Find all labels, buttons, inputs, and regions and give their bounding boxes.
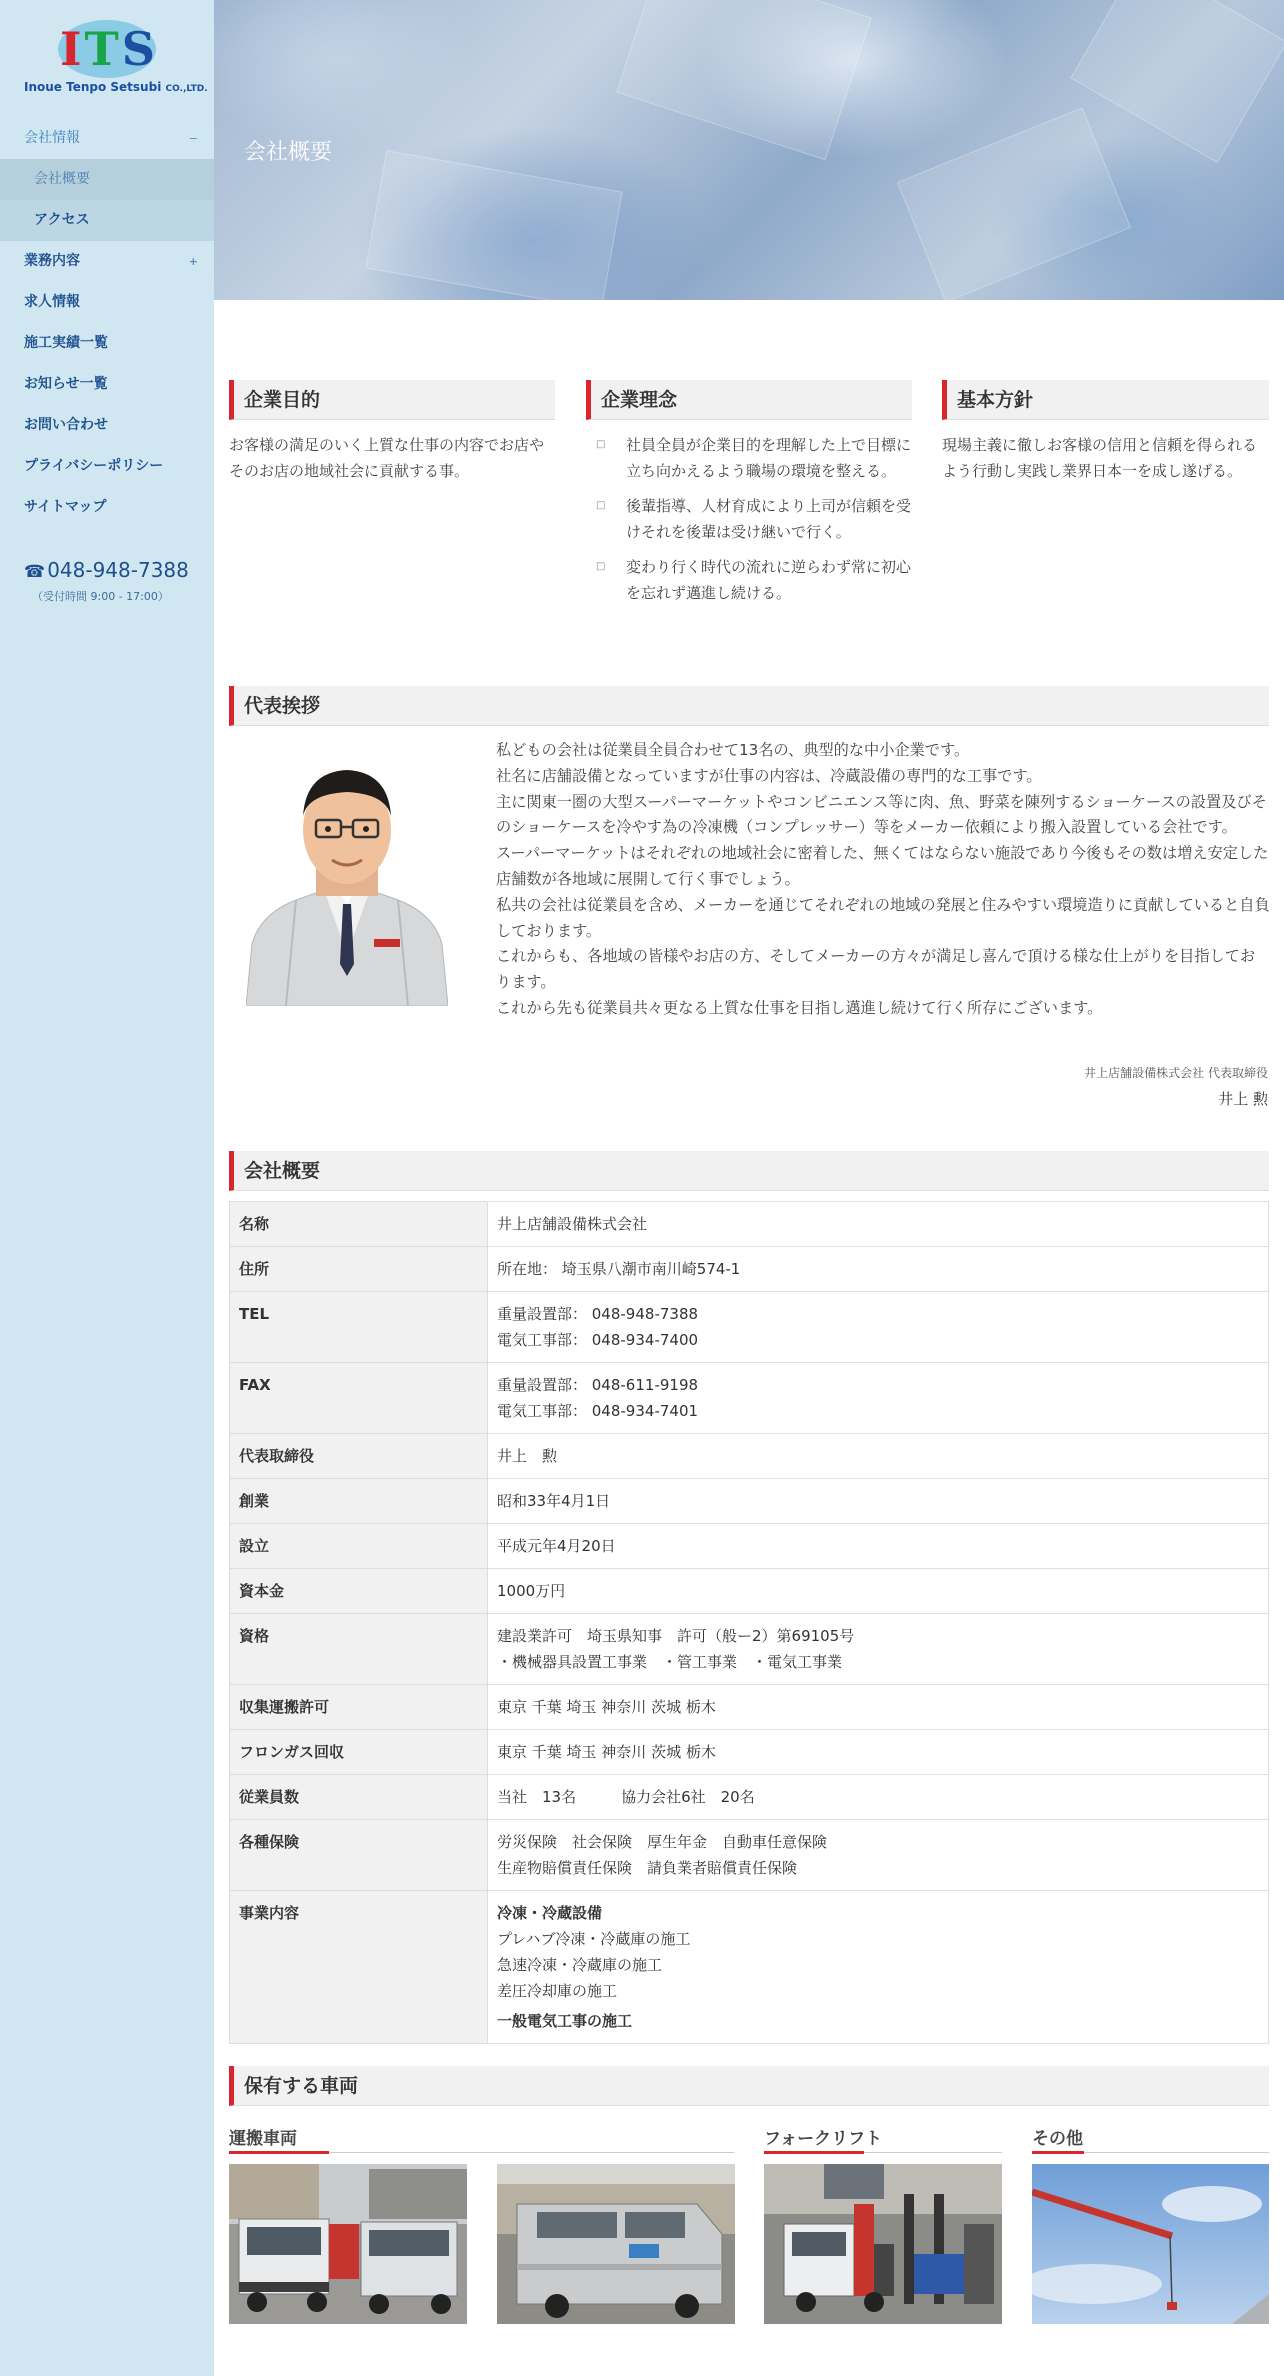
sidebar-item-label: 会社情報 <box>24 130 80 146</box>
row-label: 代表取締役 <box>230 1434 488 1479</box>
value-line: 昭和33年4月1日 <box>497 1492 611 1510</box>
vehicle-photo-van[interactable] <box>497 2164 735 2324</box>
philosophy-list <box>586 432 914 615</box>
philosophy-heading: 企業理念 <box>586 380 912 420</box>
greeting-paragraph: 社名に店舗設備となっていますが仕事の内容は、冷蔵設備の専門的な工事です。 <box>496 766 1042 785</box>
value-line: 差圧冷却庫の施工 <box>497 1982 618 2000</box>
sidebar-phone-link[interactable] <box>24 558 189 582</box>
ice-facet <box>1070 0 1284 163</box>
policy-text: 現場主義に徹しお客様の信用と信頼を得られるよう行動し実践し業界日本一を成し遂げる。 <box>942 436 1258 480</box>
row-value <box>488 1479 1269 1524</box>
logo-suffix: CO.,LTD. <box>165 84 208 94</box>
value-line: 東京 千葉 埼玉 神奈川 茨城 栃木 <box>497 1743 716 1761</box>
row-value <box>488 1247 1269 1292</box>
row-value <box>488 1434 1269 1479</box>
signature-title: 井上店舗設備株式会社 代表取締役 <box>1084 1066 1268 1080</box>
row-label: TEL <box>230 1292 488 1363</box>
company-info-table <box>229 1201 1269 2044</box>
business-heading: 一般電気工事の施工 <box>497 2012 633 2030</box>
list-item <box>586 493 914 545</box>
greeting-paragraph: スーパーマーケットはそれぞれの地域社会に密着した、無くてはならない施設であり今後もその数は増え安定した店舗数が各地域に展開して行く事でしょう。 <box>496 844 1269 888</box>
table-row <box>230 1479 1269 1524</box>
table-row <box>230 1524 1269 1569</box>
list-item-text: 変わり行く時代の流れに逆らわず常に初心を忘れず邁進し続ける。 <box>626 558 912 602</box>
row-label: FAX <box>230 1363 488 1434</box>
table-row <box>230 1202 1269 1247</box>
value-line: 電気工事部： 048-934-7400 <box>497 1331 699 1349</box>
purpose-text: お客様の満足のいく上質な仕事の内容でお店やそのお店の地域社会に貢献する事。 <box>229 436 545 480</box>
value-line: 重量設置部： 048-948-7388 <box>497 1305 699 1323</box>
table-row <box>230 1292 1269 1363</box>
sidebar-nav <box>0 118 214 528</box>
ice-facet <box>616 0 872 160</box>
sidebar-item-works[interactable] <box>0 323 214 364</box>
row-label: 創業 <box>230 1479 488 1524</box>
company-overview-heading: 会社概要 <box>229 1151 1269 1191</box>
phone-icon: ☎ <box>24 562 46 582</box>
sidebar-item-label: お問い合わせ <box>24 417 108 433</box>
row-label: 名称 <box>230 1202 488 1247</box>
value-line: プレハブ冷凍・冷蔵庫の施工 <box>497 1930 691 1948</box>
value-line: 生産物賠償責任保険 請負業者賠償責任保険 <box>497 1859 798 1877</box>
row-value <box>488 1730 1269 1775</box>
vehicle-photo-forklift[interactable] <box>764 2164 1002 2324</box>
value-line: 平成元年4月20日 <box>497 1537 616 1555</box>
category-underline <box>764 2151 1002 2154</box>
trucks-image <box>229 2164 467 2324</box>
list-item-text: 後輩指導、人材育成により上司が信頼を受けそれを後輩は受け継いで行く。 <box>626 497 912 541</box>
ceo-portrait <box>246 754 448 1006</box>
value-line: 急速冷凍・冷蔵庫の施工 <box>497 1956 663 1974</box>
sidebar-item-company-info[interactable] <box>0 118 214 159</box>
greeting-heading: 代表挨拶 <box>229 686 1269 726</box>
greeting-paragraph: 私共の会社は従業員を含め、メーカーを通じてそれぞれの地域の発展と住みやすい環境造りに貢献していると自負しております。 <box>496 895 1270 940</box>
sidebar-item-sitemap[interactable] <box>0 487 214 528</box>
value-line: 当社 13名 協力会社6社 20名 <box>497 1788 755 1806</box>
table-row <box>230 1614 1269 1685</box>
sidebar-item-label: アクセス <box>34 212 90 228</box>
sidebar-item-label: お知らせ一覧 <box>24 376 108 392</box>
category-underline <box>1032 2151 1269 2154</box>
category-underline <box>229 2151 734 2154</box>
van-image <box>497 2164 735 2324</box>
value-line: 電気工事部： 048-934-7401 <box>497 1402 699 1420</box>
ceo-photo <box>246 754 448 1006</box>
row-value <box>488 1292 1269 1363</box>
crane-image <box>1032 2164 1269 2324</box>
expand-icon[interactable]: + <box>188 255 198 268</box>
value-line: 井上店舗設備株式会社 <box>497 1215 648 1233</box>
forklift-image <box>764 2164 1002 2324</box>
signature-name: 井上 勲 <box>1218 1090 1268 1108</box>
greeting-paragraph: これから先も従業員共々更なる上質な仕事を目指し邁進し続けて行く所存にございます。 <box>496 998 1103 1017</box>
page-title: 会社概要 <box>244 140 333 165</box>
sidebar-item-contact[interactable] <box>0 405 214 446</box>
row-value <box>488 1891 1269 2044</box>
sidebar-item-news[interactable] <box>0 364 214 405</box>
vehicle-category-other: その他 <box>1032 2129 1083 2149</box>
table-row <box>230 1891 1269 2044</box>
value-line: 1000万円 <box>497 1582 566 1600</box>
business-heading: 冷凍・冷蔵設備 <box>497 1904 603 1922</box>
sidebar-item-company-overview[interactable] <box>0 159 214 200</box>
sidebar-item-privacy[interactable] <box>0 446 214 487</box>
row-label: 収集運搬許可 <box>230 1685 488 1730</box>
row-label: 事業内容 <box>230 1891 488 2044</box>
sidebar <box>0 0 214 2376</box>
logo-letter-s: S <box>121 22 158 76</box>
row-label: 資格 <box>230 1614 488 1685</box>
table-row <box>230 1820 1269 1891</box>
value-line: 井上 勲 <box>497 1447 558 1465</box>
sidebar-item-label: 会社概要 <box>34 171 90 187</box>
row-value <box>488 1363 1269 1434</box>
logo-company-en: Inoue Tenpo Setsubi <box>24 80 162 94</box>
sidebar-item-label: 求人情報 <box>24 294 80 310</box>
value-line: 労災保険 社会保険 厚生年金 自動車任意保険 <box>497 1833 828 1851</box>
table-row <box>230 1730 1269 1775</box>
value-line: ・機械器具設置工事業 ・管工事業 ・電気工事業 <box>497 1653 843 1671</box>
sidebar-item-recruit[interactable] <box>0 282 214 323</box>
table-row <box>230 1685 1269 1730</box>
row-label: 資本金 <box>230 1569 488 1614</box>
ice-facet <box>365 150 622 300</box>
row-value <box>488 1569 1269 1614</box>
value-line: 建設業許可 埼玉県知事 許可（般ー2）第69105号 <box>497 1627 855 1645</box>
greeting-paragraph: これからも、各地域の皆様やお店の方、そしてメーカーの方々が満足し喜んで頂ける様な仕上がりを目指しております。 <box>496 947 1256 992</box>
table-row <box>230 1775 1269 1820</box>
sidebar-item-label: サイトマップ <box>24 499 107 515</box>
hero-banner <box>214 0 1284 300</box>
sidebar-item-label: 施工実績一覧 <box>24 335 108 351</box>
policy-heading: 基本方針 <box>942 380 1269 420</box>
company-logo[interactable] <box>22 16 208 100</box>
sidebar-item-access[interactable] <box>0 200 214 241</box>
row-label: 住所 <box>230 1247 488 1292</box>
sidebar-item-services[interactable] <box>0 241 214 282</box>
row-value <box>488 1685 1269 1730</box>
bullet-icon: □ <box>596 561 606 572</box>
greeting-message <box>496 738 1270 1022</box>
row-label: フロンガス回収 <box>230 1730 488 1775</box>
list-item-text: 社員全員が企業目的を理解した上で目標に立ち向かえるよう職場の環境を整える。 <box>626 436 912 480</box>
value-line: 所在地： 埼玉県八潮市南川崎574-1 <box>497 1260 741 1278</box>
purpose-heading: 企業目的 <box>229 380 555 420</box>
sidebar-item-label: プライバシーポリシー <box>24 458 164 474</box>
sidebar-item-label: 業務内容 <box>24 253 80 269</box>
vehicle-category-forklift: フォークリフト <box>764 2129 883 2149</box>
row-label: 従業員数 <box>230 1775 488 1820</box>
row-value <box>488 1614 1269 1685</box>
row-value <box>488 1524 1269 1569</box>
bullet-icon: □ <box>596 500 606 511</box>
vehicle-photo-trucks[interactable] <box>229 2164 467 2324</box>
sidebar-business-hours: （受付時間 9:00 - 17:00） <box>32 590 169 603</box>
table-row <box>230 1434 1269 1479</box>
row-value <box>488 1820 1269 1891</box>
row-value <box>488 1775 1269 1820</box>
table-row <box>230 1363 1269 1434</box>
logo-letter-t: T <box>84 22 122 76</box>
table-row <box>230 1569 1269 1614</box>
bullet-icon: □ <box>596 439 606 450</box>
row-value <box>488 1202 1269 1247</box>
list-item <box>586 554 914 606</box>
table-row <box>230 1247 1269 1292</box>
list-item <box>586 432 914 484</box>
value-line: 重量設置部： 048-611-9198 <box>497 1376 699 1394</box>
vehicle-category-transport: 運搬車両 <box>229 2129 297 2149</box>
vehicle-photo-crane[interactable] <box>1032 2164 1269 2324</box>
logo-letters <box>44 24 174 74</box>
ice-facet <box>897 107 1131 300</box>
logo-letter-i: I <box>60 22 85 76</box>
greeting-paragraph: 主に関東一圏の大型スーパーマーケットやコンビニエンス等に肉、魚、野菜を陳列するショーケースの設置及びそのショーケースを冷やす為の冷凍機（コンプレッサー）等をメーカー依頼により搬入設置している会社です。 <box>496 792 1267 837</box>
value-line: 東京 千葉 埼玉 神奈川 茨城 栃木 <box>497 1698 716 1716</box>
row-label: 設立 <box>230 1524 488 1569</box>
greeting-paragraph: 私どもの会社は従業員全員合わせて13名の、典型的な中小企業です。 <box>496 741 970 759</box>
row-label: 各種保険 <box>230 1820 488 1891</box>
vehicles-heading: 保有する車両 <box>229 2066 1269 2106</box>
collapse-icon[interactable]: − <box>188 132 198 145</box>
sidebar-phone-number: 048-948-7388 <box>47 558 189 582</box>
logo-company-name <box>24 80 208 94</box>
